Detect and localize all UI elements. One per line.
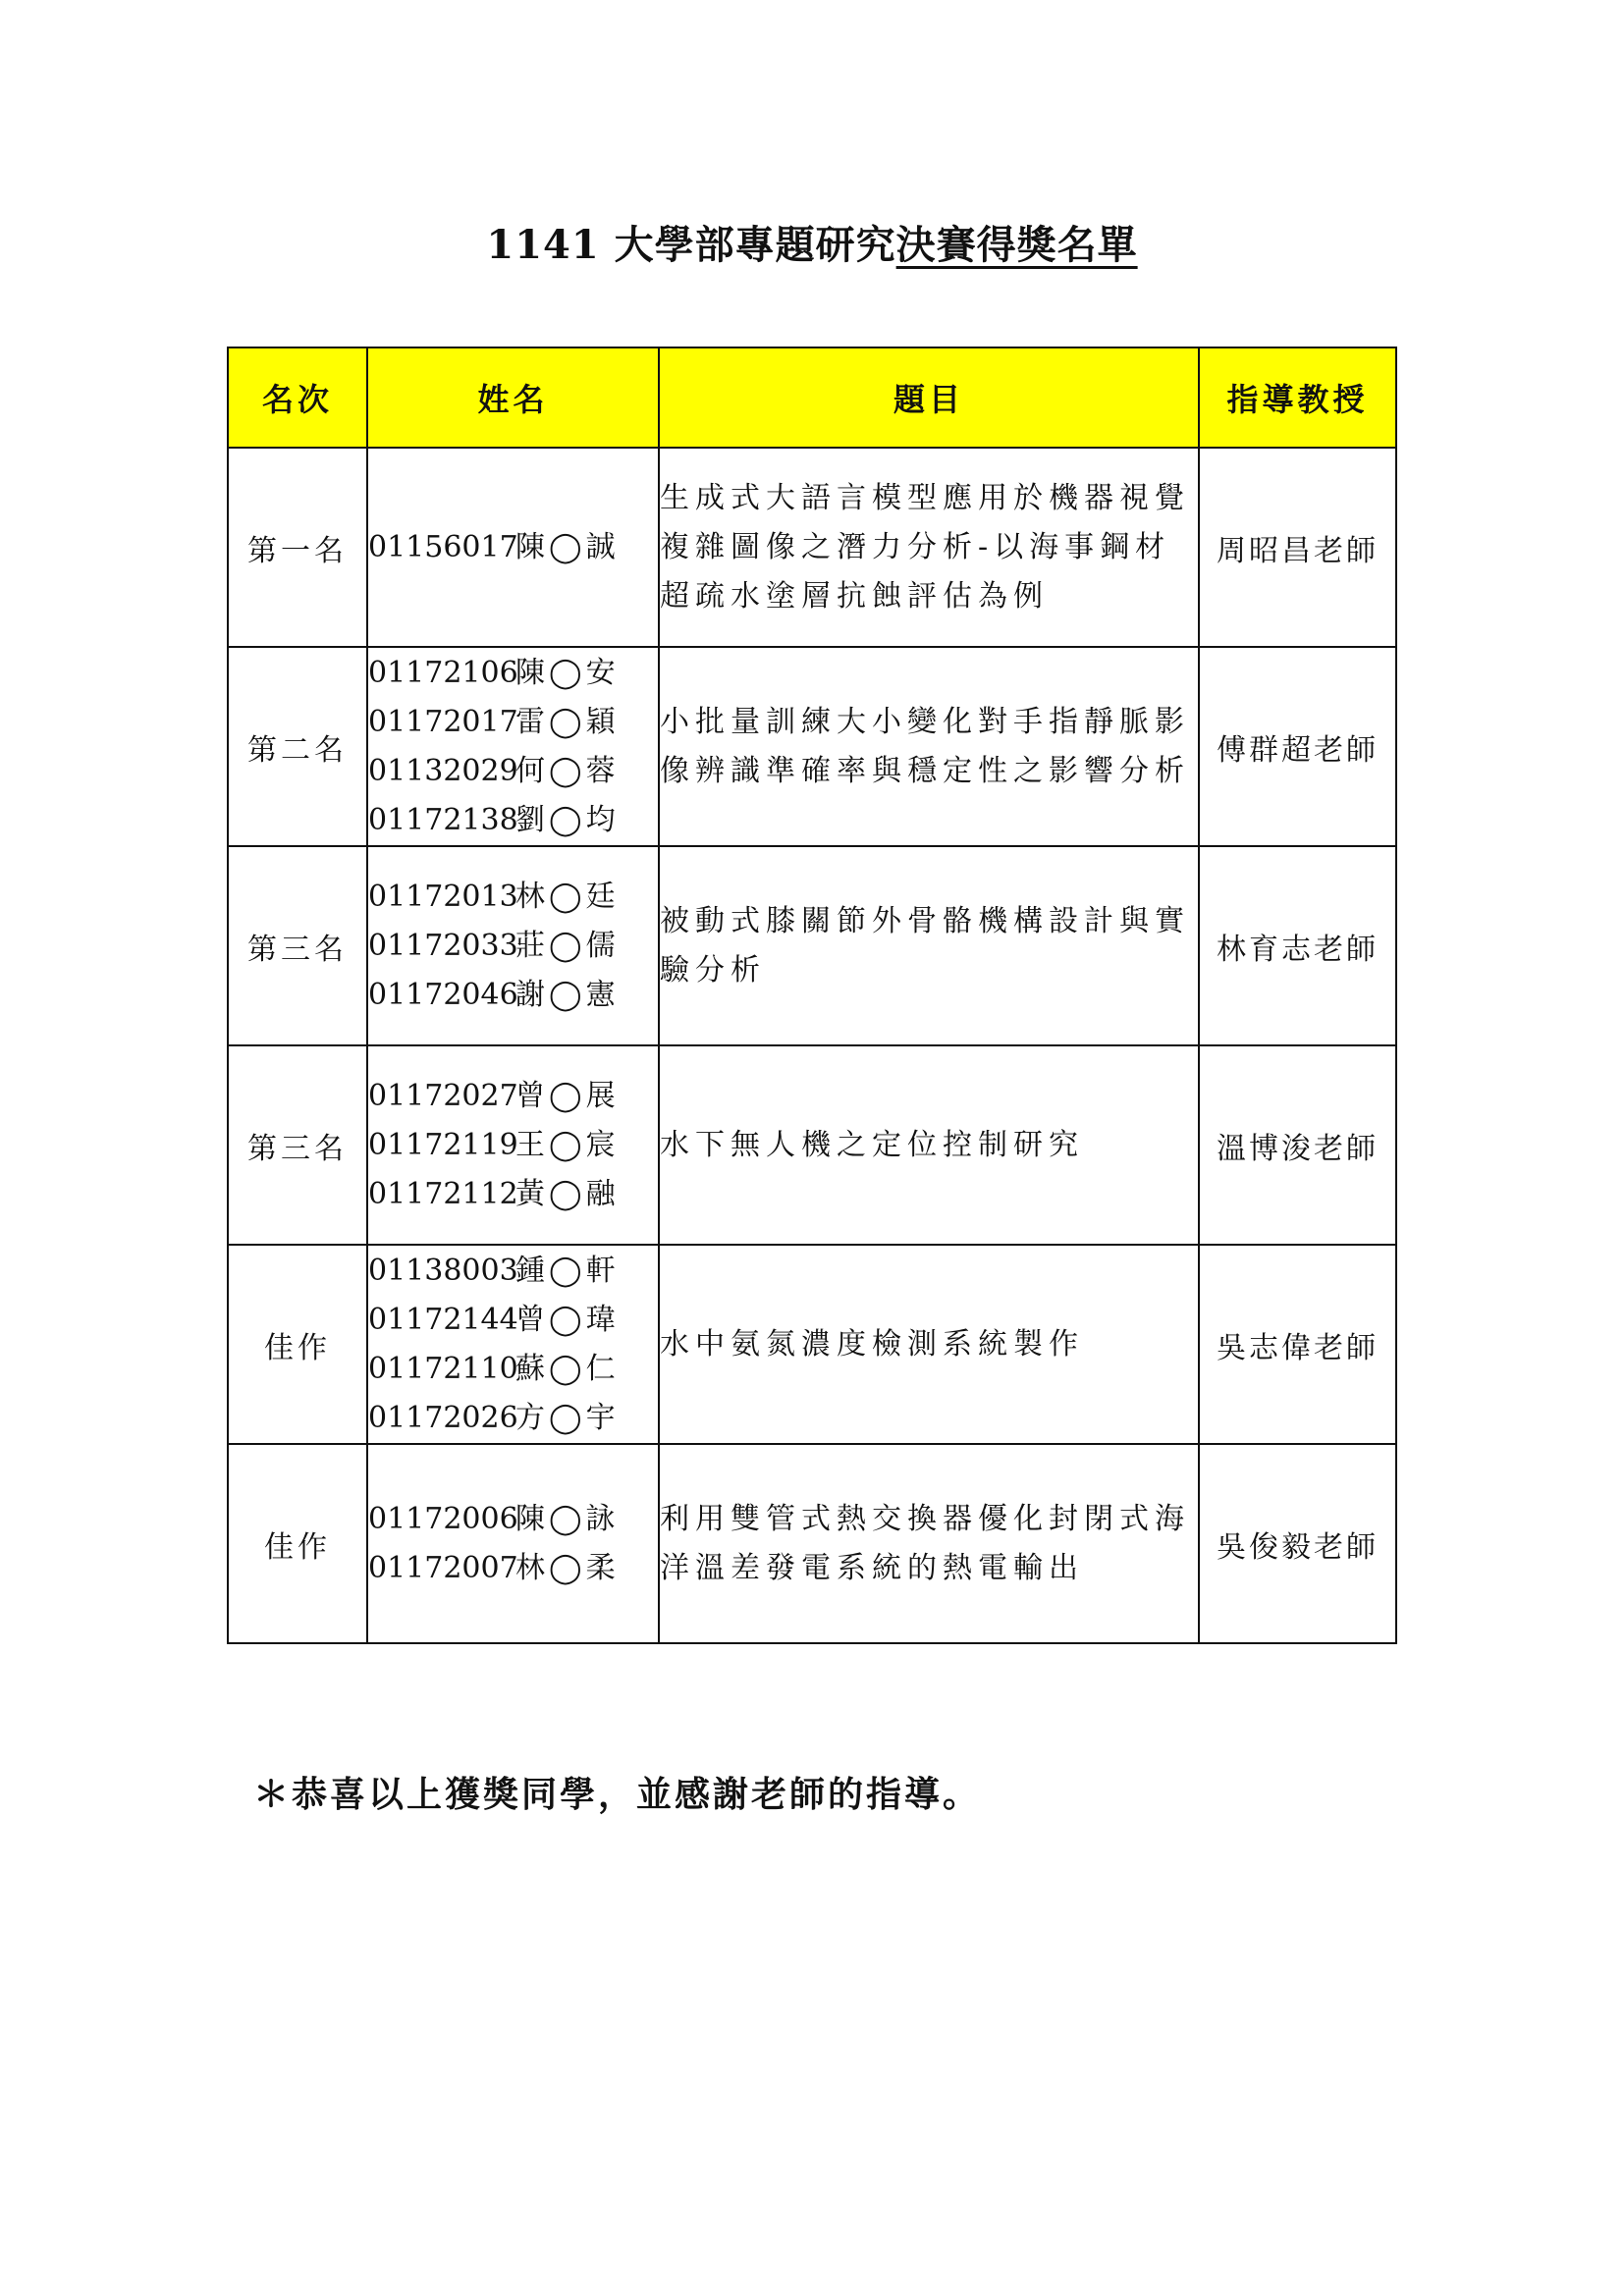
students-cell: [367, 448, 659, 647]
student-entry: [368, 1296, 658, 1345]
student-entry: [368, 971, 658, 1020]
student-name: 莊◯儒: [515, 928, 620, 963]
page-title-underlined: 決賽得獎名單: [895, 222, 1138, 268]
students-cell: [367, 1045, 659, 1245]
student-id: 01132029: [368, 753, 518, 788]
footer-note: ＊恭喜以上獲獎同學，並感謝老師的指導。: [253, 1774, 982, 1815]
rank-cell: 第三名: [228, 1045, 367, 1245]
advisor-cell: 周昭昌老師: [1199, 448, 1396, 647]
student-id: 01172119: [368, 1127, 518, 1162]
student-entry: [368, 523, 658, 572]
students-cell: [367, 1444, 659, 1643]
student-name: 王◯宸: [515, 1127, 620, 1162]
student-id: 01156017: [368, 529, 518, 564]
student-id: 01172027: [368, 1078, 518, 1113]
student-id: 01172144: [368, 1302, 518, 1337]
students-cell: [367, 647, 659, 846]
student-name: 劉◯均: [515, 802, 620, 837]
student-name: 雷◯穎: [515, 704, 620, 739]
rank-cell: 第三名: [228, 846, 367, 1045]
header-rank: 名次: [228, 347, 367, 448]
table-row: [228, 1045, 1396, 1245]
advisor-cell: 傅群超老師: [1199, 647, 1396, 846]
student-name: 林◯廷: [515, 879, 620, 914]
student-entry: [368, 796, 658, 845]
table-row: [228, 1444, 1396, 1643]
student-id: 01172026: [368, 1400, 518, 1435]
topic-cell: 被動式膝關節外骨骼機構設計與實驗分析: [659, 846, 1199, 1045]
student-entry: [368, 873, 658, 922]
student-entry: [368, 747, 658, 796]
topic-cell: 水下無人機之定位控制研究: [659, 1045, 1199, 1245]
student-id: 01172106: [368, 655, 518, 690]
student-name: 黃◯融: [515, 1176, 620, 1211]
advisor-cell: 林育志老師: [1199, 846, 1396, 1045]
student-name: 鍾◯軒: [515, 1253, 620, 1288]
student-name: 林◯柔: [515, 1550, 620, 1585]
student-id: 01172138: [368, 802, 518, 837]
page-title-prefix: 1141 大學部專題研究: [486, 222, 896, 268]
header-names: 姓名: [367, 347, 659, 448]
student-id: 01172017: [368, 704, 518, 739]
students-cell: [367, 846, 659, 1045]
topic-cell: 小批量訓練大小變化對手指靜脈影像辨識準確率與穩定性之影響分析: [659, 647, 1199, 846]
student-name: 陳◯詠: [515, 1501, 620, 1536]
table-row: [228, 448, 1396, 647]
page-title: [0, 214, 1624, 270]
student-entry: [368, 922, 658, 971]
rank-cell: 佳作: [228, 1245, 367, 1444]
student-entry: [368, 1345, 658, 1394]
student-id: 01172006: [368, 1501, 518, 1536]
rank-cell: 佳作: [228, 1444, 367, 1643]
student-name: 方◯宇: [515, 1400, 620, 1435]
table-row: [228, 647, 1396, 846]
student-entry: [368, 1072, 658, 1121]
student-entry: [368, 1121, 658, 1170]
student-name: 何◯蓉: [515, 753, 620, 788]
advisor-cell: 吳志偉老師: [1199, 1245, 1396, 1444]
student-name: 曾◯瑋: [515, 1302, 620, 1337]
rank-cell: 第二名: [228, 647, 367, 846]
students-cell: [367, 1245, 659, 1444]
student-id: 01172110: [368, 1351, 518, 1386]
table-row: [228, 1245, 1396, 1444]
student-name: 蘇◯仁: [515, 1351, 620, 1386]
header-advisor: 指導教授: [1199, 347, 1396, 448]
advisor-cell: 吳俊毅老師: [1199, 1444, 1396, 1643]
awards-table: [227, 347, 1397, 1644]
topic-cell: 利用雙管式熱交換器優化封閉式海洋溫差發電系統的熱電輸出: [659, 1444, 1199, 1643]
student-id: 01172013: [368, 879, 518, 914]
student-id: 01172046: [368, 977, 518, 1012]
table-row: [228, 846, 1396, 1045]
student-entry: [368, 1170, 658, 1219]
topic-cell: 生成式大語言模型應用於機器視覺複雜圖像之潛力分析-以海事鋼材超疏水塗層抗蝕評估為例: [659, 448, 1199, 647]
student-entry: [368, 1544, 658, 1593]
header-topic: 題目: [659, 347, 1199, 448]
student-entry: [368, 1394, 658, 1443]
student-entry: [368, 698, 658, 747]
student-id: 01172007: [368, 1550, 518, 1585]
table-body: [228, 448, 1396, 1643]
student-id: 01138003: [368, 1253, 518, 1288]
student-name: 謝◯憲: [515, 977, 620, 1012]
advisor-cell: 溫博浚老師: [1199, 1045, 1396, 1245]
student-entry: [368, 1247, 658, 1296]
student-name: 曾◯展: [515, 1078, 620, 1113]
student-name: 陳◯誠: [515, 529, 620, 564]
student-entry: [368, 649, 658, 698]
student-id: 01172033: [368, 928, 518, 963]
rank-cell: 第一名: [228, 448, 367, 647]
student-entry: [368, 1495, 658, 1544]
table-header-row: [228, 347, 1396, 448]
topic-cell: 水中氨氮濃度檢測系統製作: [659, 1245, 1199, 1444]
student-name: 陳◯安: [515, 655, 620, 690]
student-id: 01172112: [368, 1176, 518, 1211]
